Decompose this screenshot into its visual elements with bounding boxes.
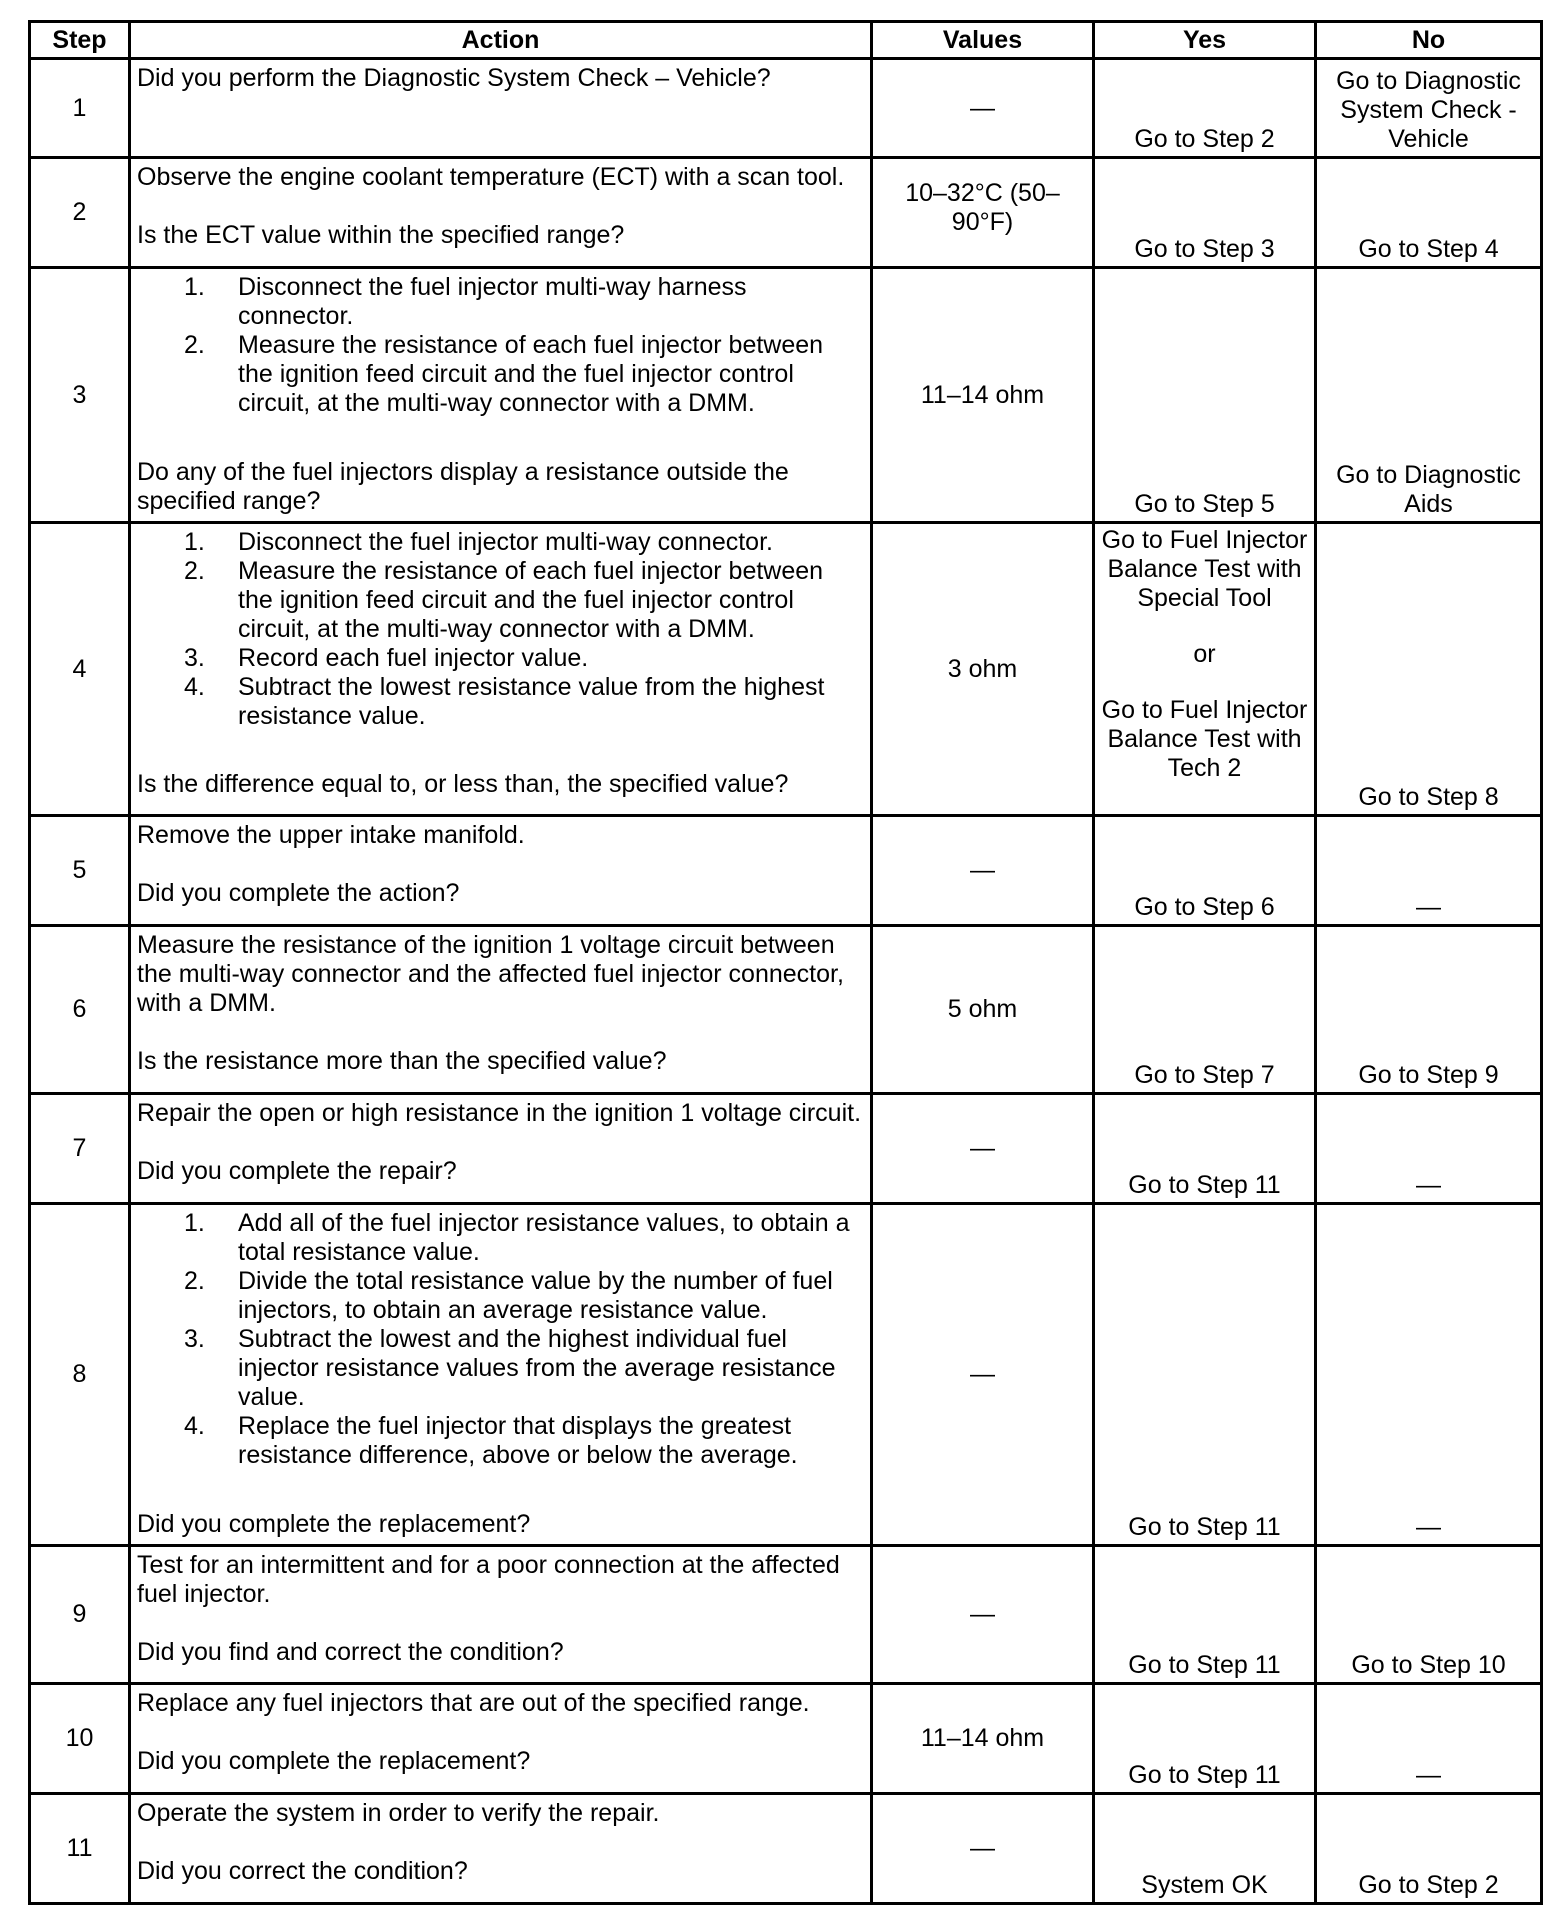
no-cell: Go to Step 4 (1316, 158, 1542, 268)
action-instruction: Did you perform the Diagnostic System Check – Vehicle? (137, 64, 771, 92)
table-row (30, 1684, 1542, 1794)
list-item-number: 3. (184, 1325, 205, 1353)
table-row (30, 816, 1542, 926)
action-question: Did you complete the replacement? (137, 1747, 531, 1775)
list-item-number: 3. (184, 644, 205, 672)
header-values: Values (872, 22, 1094, 59)
action-text (130, 926, 872, 1094)
step-number: 2 (30, 158, 130, 268)
no-cell: — (1316, 1094, 1542, 1204)
table-row (30, 1204, 1542, 1546)
no-cell: — (1316, 1204, 1542, 1546)
action-text (130, 1204, 872, 1546)
action-text (130, 523, 872, 816)
header-row (30, 22, 1542, 59)
no-cell: Go to Step 9 (1316, 926, 1542, 1094)
diagnostic-table (28, 20, 1543, 1905)
yes-cell: Go to Step 3 (1094, 158, 1316, 268)
action-instruction: Observe the engine coolant temperature (ECT) with a scan tool. (137, 163, 845, 191)
action-text (130, 1794, 872, 1904)
step-number: 8 (30, 1204, 130, 1546)
no-cell: Go to Step 8 (1316, 523, 1542, 816)
values-cell: 11–14 ohm (872, 1684, 1094, 1794)
yes-cell: Go to Step 11 (1094, 1204, 1316, 1546)
action-instruction: Remove the upper intake manifold. (137, 821, 525, 849)
yes-cell: Go to Step 11 (1094, 1546, 1316, 1684)
values-cell: — (872, 816, 1094, 926)
action-text (130, 816, 872, 926)
step-number: 4 (30, 523, 130, 816)
yes-cell: Go to Step 2 (1094, 59, 1316, 158)
no-cell: — (1316, 816, 1542, 926)
action-text (130, 59, 872, 158)
list-item (137, 1412, 864, 1470)
yes-cell: System OK (1094, 1794, 1316, 1904)
values-cell: 3 ohm (872, 523, 1094, 816)
list-item (137, 557, 864, 644)
list-item-number: 4. (184, 673, 205, 701)
list-item-number: 2. (184, 331, 205, 359)
list-item (137, 1325, 864, 1412)
list-item-number: 1. (184, 273, 205, 301)
values-cell: — (872, 1794, 1094, 1904)
list-item (137, 673, 864, 731)
action-instruction: Repair the open or high resistance in the ignition 1 voltage circuit. (137, 1099, 862, 1127)
action-question: Do any of the fuel injectors display a resistance outside the specified range? (137, 458, 789, 515)
step-number: 6 (30, 926, 130, 1094)
values-cell: — (872, 1546, 1094, 1684)
values-cell: 10–32°C (50–90°F) (872, 158, 1094, 268)
step-number: 11 (30, 1794, 130, 1904)
table-row (30, 1546, 1542, 1684)
yes-or-separator: or (1193, 640, 1216, 668)
action-question: Did you find and correct the condition? (137, 1638, 564, 1666)
table-row (30, 1094, 1542, 1204)
header-no: No (1316, 22, 1542, 59)
no-cell: — (1316, 1684, 1542, 1794)
list-item-number: 1. (184, 1209, 205, 1237)
list-item-text: Record each fuel injector value. (238, 644, 589, 672)
action-question: Did you complete the replacement? (137, 1510, 531, 1538)
yes-cell: Go to Step 11 (1094, 1094, 1316, 1204)
list-item-number: 2. (184, 1267, 205, 1295)
header-action: Action (130, 22, 872, 59)
list-item (137, 1209, 864, 1267)
list-item (137, 273, 864, 331)
action-steps (137, 273, 864, 418)
list-item-number: 4. (184, 1412, 205, 1440)
action-text (130, 158, 872, 268)
values-cell: 5 ohm (872, 926, 1094, 1094)
list-item-text: Divide the total resistance value by the number of fuel injectors, to obtain an average resistance value. (238, 1267, 833, 1324)
list-item-text: Subtract the lowest and the highest individual fuel injector resistance values from the average resistance value. (238, 1325, 836, 1411)
yes-cell: Go to Step 5 (1094, 268, 1316, 523)
action-text (130, 1094, 872, 1204)
table-row (30, 1794, 1542, 1904)
no-cell: Go to Step 2 (1316, 1794, 1542, 1904)
step-number: 7 (30, 1094, 130, 1204)
list-item-number: 2. (184, 557, 205, 585)
list-item (137, 528, 864, 557)
action-instruction: Replace any fuel injectors that are out of the specified range. (137, 1689, 810, 1717)
table-row (30, 59, 1542, 158)
step-number: 5 (30, 816, 130, 926)
header-step: Step (30, 22, 130, 59)
table-row (30, 268, 1542, 523)
list-item (137, 644, 864, 673)
action-steps (137, 528, 864, 731)
no-cell: Go to Diagnostic System Check - Vehicle (1316, 59, 1542, 158)
step-number: 10 (30, 1684, 130, 1794)
yes-cell: Go to Step 6 (1094, 816, 1316, 926)
yes-cell: Go to Step 11 (1094, 1684, 1316, 1794)
diagnostic-table-sheet (28, 20, 1540, 1905)
yes-option-tech2: Go to Fuel Injector Balance Test with Tech 2 (1101, 696, 1308, 782)
values-cell: — (872, 1094, 1094, 1204)
list-item-text: Disconnect the fuel injector multi-way connector. (238, 528, 773, 556)
list-item-text: Add all of the fuel injector resistance values, to obtain a total resistance value. (238, 1209, 850, 1266)
list-item-text: Replace the fuel injector that displays the greatest resistance difference, above or below the average. (238, 1412, 798, 1469)
yes-option-special-tool: Go to Fuel Injector Balance Test with Special Tool (1101, 526, 1308, 612)
action-question: Did you complete the repair? (137, 1157, 457, 1185)
step-number: 3 (30, 268, 130, 523)
list-item (137, 1267, 864, 1325)
values-cell: — (872, 1204, 1094, 1546)
action-question: Is the ECT value within the specified range? (137, 221, 625, 249)
action-text (130, 1546, 872, 1684)
no-cell: Go to Diagnostic Aids (1316, 268, 1542, 523)
values-cell: 11–14 ohm (872, 268, 1094, 523)
step-number: 1 (30, 59, 130, 158)
action-text (130, 1684, 872, 1794)
table-row (30, 523, 1542, 816)
action-text (130, 268, 872, 523)
action-question: Did you complete the action? (137, 879, 460, 907)
list-item-number: 1. (184, 528, 205, 556)
table-row (30, 158, 1542, 268)
list-item-text: Measure the resistance of each fuel injector between the ignition feed circuit and the fuel injector control circuit, at the multi-way connector with a DMM. (238, 331, 824, 417)
table-row (30, 926, 1542, 1094)
no-cell: Go to Step 10 (1316, 1546, 1542, 1684)
header-yes: Yes (1094, 22, 1316, 59)
action-instruction: Measure the resistance of the ignition 1 voltage circuit between the multi-way connector and the affected fuel injector connector, with a DMM. (137, 931, 844, 1017)
action-question: Is the resistance more than the specified value? (137, 1047, 667, 1075)
yes-cell: Go to Step 7 (1094, 926, 1316, 1094)
action-steps (137, 1209, 864, 1470)
step-number: 9 (30, 1546, 130, 1684)
list-item-text: Subtract the lowest resistance value from the highest resistance value. (238, 673, 825, 730)
yes-cell (1094, 523, 1316, 816)
action-instruction: Operate the system in order to verify the repair. (137, 1799, 660, 1827)
action-instruction: Test for an intermittent and for a poor connection at the affected fuel injector. (137, 1551, 840, 1608)
list-item-text: Disconnect the fuel injector multi-way harness connector. (238, 273, 747, 330)
list-item-text: Measure the resistance of each fuel injector between the ignition feed circuit and the fuel injector control circuit, at the multi-way connector with a DMM. (238, 557, 824, 643)
list-item (137, 331, 864, 418)
values-cell: — (872, 59, 1094, 158)
action-question: Is the difference equal to, or less than, the specified value? (137, 770, 789, 798)
action-question: Did you correct the condition? (137, 1857, 468, 1885)
